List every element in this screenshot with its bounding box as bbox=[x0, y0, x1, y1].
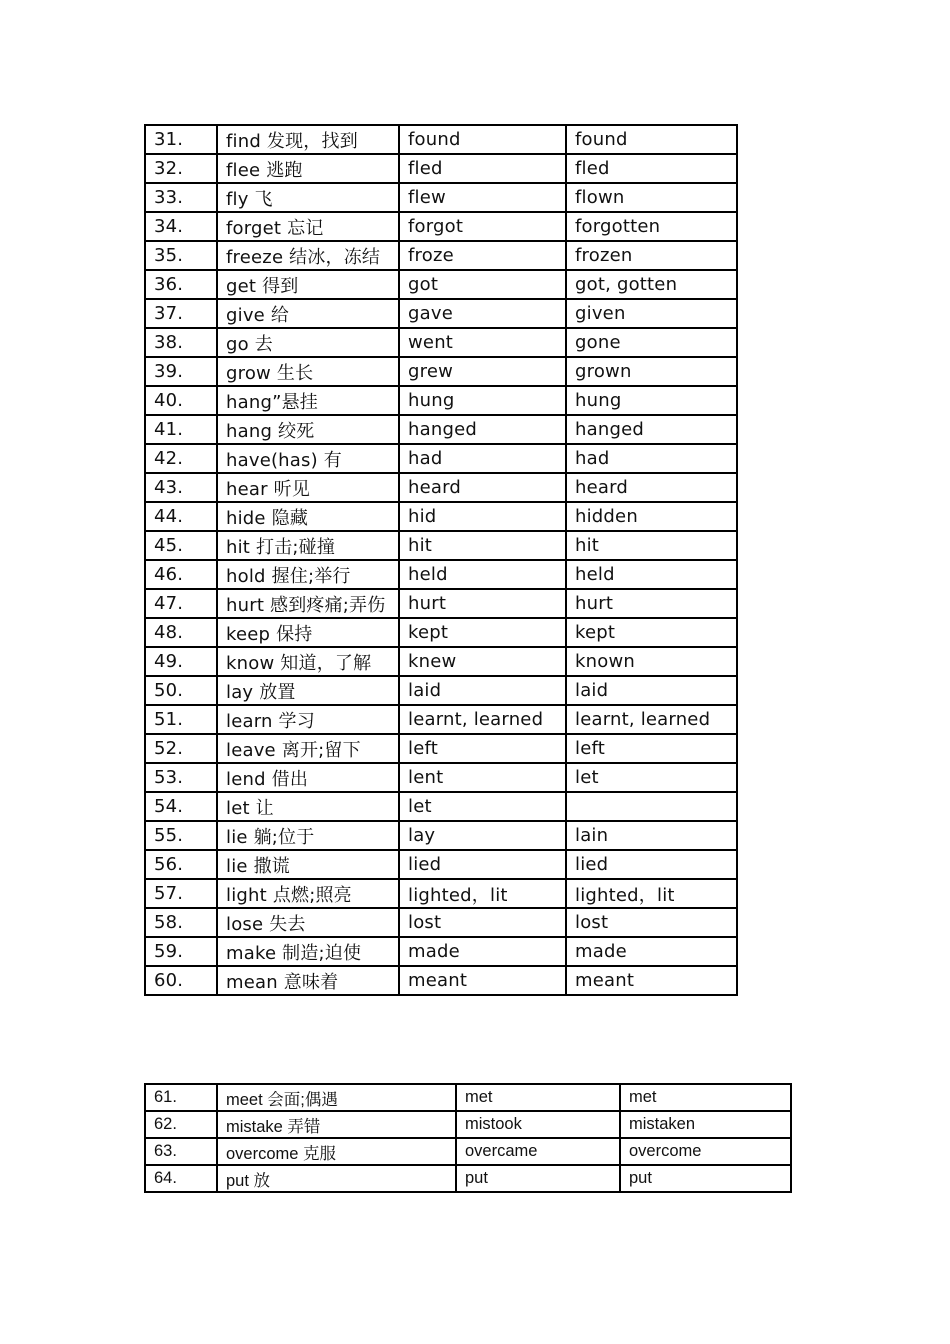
past-tense-cell: kept bbox=[399, 618, 566, 647]
index-cell: 62. bbox=[145, 1111, 217, 1138]
past-tense-cell: got bbox=[399, 270, 566, 299]
index-cell: 35. bbox=[145, 241, 217, 270]
past-tense-cell: froze bbox=[399, 241, 566, 270]
past-participle-cell: overcome bbox=[620, 1138, 791, 1165]
past-participle-cell: put bbox=[620, 1165, 791, 1192]
index-cell: 36. bbox=[145, 270, 217, 299]
table-row bbox=[145, 676, 737, 705]
past-tense-cell: learnt, learned bbox=[399, 705, 566, 734]
index-cell: 43. bbox=[145, 473, 217, 502]
table-row bbox=[145, 299, 737, 328]
table-row bbox=[145, 386, 737, 415]
table-row bbox=[145, 879, 737, 908]
past-tense-cell: knew bbox=[399, 647, 566, 676]
index-cell: 39. bbox=[145, 357, 217, 386]
verb-meaning-cell: learn 学习 bbox=[217, 705, 399, 734]
index-cell: 53. bbox=[145, 763, 217, 792]
table-row bbox=[145, 328, 737, 357]
past-participle-cell: lost bbox=[566, 908, 737, 937]
past-participle-cell: forgotten bbox=[566, 212, 737, 241]
verb-meaning-cell: go 去 bbox=[217, 328, 399, 357]
verb-meaning-cell: overcome 克服 bbox=[217, 1138, 456, 1165]
past-participle-cell: lighted，lit bbox=[566, 879, 737, 908]
index-cell: 61. bbox=[145, 1084, 217, 1111]
table-row bbox=[145, 966, 737, 995]
past-participle-cell: let bbox=[566, 763, 737, 792]
table-row bbox=[145, 647, 737, 676]
verb-meaning-cell: hear 听见 bbox=[217, 473, 399, 502]
past-participle-cell: left bbox=[566, 734, 737, 763]
index-cell: 59. bbox=[145, 937, 217, 966]
verb-meaning-cell: put 放 bbox=[217, 1165, 456, 1192]
past-tense-cell: hung bbox=[399, 386, 566, 415]
verb-meaning-cell: have(has) 有 bbox=[217, 444, 399, 473]
past-tense-cell: lent bbox=[399, 763, 566, 792]
table-row bbox=[145, 734, 737, 763]
verb-meaning-cell: grow 生长 bbox=[217, 357, 399, 386]
index-cell: 63. bbox=[145, 1138, 217, 1165]
index-cell: 33. bbox=[145, 183, 217, 212]
past-participle-cell: hung bbox=[566, 386, 737, 415]
verb-meaning-cell: hang”悬挂 bbox=[217, 386, 399, 415]
verb-meaning-cell: hang 绞死 bbox=[217, 415, 399, 444]
past-participle-cell: met bbox=[620, 1084, 791, 1111]
table-row bbox=[145, 183, 737, 212]
past-participle-cell: laid bbox=[566, 676, 737, 705]
past-participle-cell: flown bbox=[566, 183, 737, 212]
past-tense-cell: hanged bbox=[399, 415, 566, 444]
verb-meaning-cell: lose 失去 bbox=[217, 908, 399, 937]
past-participle-cell: lain bbox=[566, 821, 737, 850]
past-participle-cell: got, gotten bbox=[566, 270, 737, 299]
table-row bbox=[145, 531, 737, 560]
verb-meaning-cell: hurt 感到疼痛;弄伤 bbox=[217, 589, 399, 618]
verb-meaning-cell: hide 隐藏 bbox=[217, 502, 399, 531]
verb-meaning-cell: light 点燃;照亮 bbox=[217, 879, 399, 908]
past-participle-cell: mistaken bbox=[620, 1111, 791, 1138]
table-row bbox=[145, 154, 737, 183]
index-cell: 64. bbox=[145, 1165, 217, 1192]
past-tense-cell: lay bbox=[399, 821, 566, 850]
index-cell: 40. bbox=[145, 386, 217, 415]
past-participle-cell: hanged bbox=[566, 415, 737, 444]
verb-meaning-cell: get 得到 bbox=[217, 270, 399, 299]
verb-meaning-cell: lie 撒谎 bbox=[217, 850, 399, 879]
table-row bbox=[145, 589, 737, 618]
table-row bbox=[145, 821, 737, 850]
verb-meaning-cell: lend 借出 bbox=[217, 763, 399, 792]
index-cell: 60. bbox=[145, 966, 217, 995]
past-tense-cell: mistook bbox=[456, 1111, 620, 1138]
index-cell: 45. bbox=[145, 531, 217, 560]
past-tense-cell: flew bbox=[399, 183, 566, 212]
table-row bbox=[145, 125, 737, 154]
table-row bbox=[145, 560, 737, 589]
index-cell: 38. bbox=[145, 328, 217, 357]
index-cell: 41. bbox=[145, 415, 217, 444]
past-tense-cell: lied bbox=[399, 850, 566, 879]
past-tense-cell: heard bbox=[399, 473, 566, 502]
index-cell: 46. bbox=[145, 560, 217, 589]
verb-meaning-cell: find 发现，找到 bbox=[217, 125, 399, 154]
past-tense-cell: hit bbox=[399, 531, 566, 560]
table-row bbox=[145, 1111, 791, 1138]
verb-meaning-cell: hit 打击;碰撞 bbox=[217, 531, 399, 560]
index-cell: 58. bbox=[145, 908, 217, 937]
index-cell: 31. bbox=[145, 125, 217, 154]
past-tense-cell: went bbox=[399, 328, 566, 357]
past-participle-cell: kept bbox=[566, 618, 737, 647]
past-participle-cell: meant bbox=[566, 966, 737, 995]
table-row bbox=[145, 473, 737, 502]
index-cell: 54. bbox=[145, 792, 217, 821]
past-participle-cell: given bbox=[566, 299, 737, 328]
past-participle-cell: gone bbox=[566, 328, 737, 357]
table-row bbox=[145, 705, 737, 734]
past-tense-cell: found bbox=[399, 125, 566, 154]
index-cell: 56. bbox=[145, 850, 217, 879]
past-participle-cell: learnt, learned bbox=[566, 705, 737, 734]
index-cell: 50. bbox=[145, 676, 217, 705]
verb-meaning-cell: fly 飞 bbox=[217, 183, 399, 212]
table-row bbox=[145, 618, 737, 647]
past-participle-cell: held bbox=[566, 560, 737, 589]
past-participle-cell: hidden bbox=[566, 502, 737, 531]
table-row bbox=[145, 212, 737, 241]
past-participle-cell bbox=[566, 792, 737, 821]
past-tense-cell: overcame bbox=[456, 1138, 620, 1165]
past-tense-cell: gave bbox=[399, 299, 566, 328]
verb-meaning-cell: give 给 bbox=[217, 299, 399, 328]
table-row bbox=[145, 792, 737, 821]
verb-meaning-cell: lie 躺;位于 bbox=[217, 821, 399, 850]
past-tense-cell: meant bbox=[399, 966, 566, 995]
past-tense-cell: had bbox=[399, 444, 566, 473]
index-cell: 55. bbox=[145, 821, 217, 850]
verb-meaning-cell: keep 保持 bbox=[217, 618, 399, 647]
past-tense-cell: put bbox=[456, 1165, 620, 1192]
table-row bbox=[145, 357, 737, 386]
index-cell: 37. bbox=[145, 299, 217, 328]
past-participle-cell: fled bbox=[566, 154, 737, 183]
verb-meaning-cell: lay 放置 bbox=[217, 676, 399, 705]
table-row bbox=[145, 415, 737, 444]
table-row bbox=[145, 908, 737, 937]
table-row bbox=[145, 502, 737, 531]
past-participle-cell: heard bbox=[566, 473, 737, 502]
past-tense-cell: laid bbox=[399, 676, 566, 705]
table-row bbox=[145, 241, 737, 270]
index-cell: 42. bbox=[145, 444, 217, 473]
past-tense-cell: met bbox=[456, 1084, 620, 1111]
verb-meaning-cell: let 让 bbox=[217, 792, 399, 821]
table-row bbox=[145, 1138, 791, 1165]
index-cell: 32. bbox=[145, 154, 217, 183]
past-participle-cell: hit bbox=[566, 531, 737, 560]
past-participle-cell: grown bbox=[566, 357, 737, 386]
table-row bbox=[145, 270, 737, 299]
table-row bbox=[145, 1165, 791, 1192]
past-tense-cell: left bbox=[399, 734, 566, 763]
past-participle-cell: lied bbox=[566, 850, 737, 879]
past-tense-cell: lost bbox=[399, 908, 566, 937]
table-row bbox=[145, 444, 737, 473]
index-cell: 49. bbox=[145, 647, 217, 676]
verb-table-1 bbox=[144, 124, 738, 996]
index-cell: 57. bbox=[145, 879, 217, 908]
past-tense-cell: held bbox=[399, 560, 566, 589]
index-cell: 52. bbox=[145, 734, 217, 763]
past-tense-cell: made bbox=[399, 937, 566, 966]
verb-meaning-cell: make 制造;迫使 bbox=[217, 937, 399, 966]
table-row bbox=[145, 937, 737, 966]
past-tense-cell: hurt bbox=[399, 589, 566, 618]
verb-meaning-cell: hold 握住;举行 bbox=[217, 560, 399, 589]
past-tense-cell: lighted，lit bbox=[399, 879, 566, 908]
past-tense-cell: hid bbox=[399, 502, 566, 531]
verb-meaning-cell: mistake 弄错 bbox=[217, 1111, 456, 1138]
verb-meaning-cell: leave 离开;留下 bbox=[217, 734, 399, 763]
verb-meaning-cell: mean 意味着 bbox=[217, 966, 399, 995]
verb-meaning-cell: forget 忘记 bbox=[217, 212, 399, 241]
table-row bbox=[145, 850, 737, 879]
past-tense-cell: forgot bbox=[399, 212, 566, 241]
past-tense-cell: let bbox=[399, 792, 566, 821]
verb-meaning-cell: freeze 结冰，冻结 bbox=[217, 241, 399, 270]
index-cell: 44. bbox=[145, 502, 217, 531]
index-cell: 48. bbox=[145, 618, 217, 647]
past-participle-cell: found bbox=[566, 125, 737, 154]
index-cell: 51. bbox=[145, 705, 217, 734]
table-row bbox=[145, 1084, 791, 1111]
verb-meaning-cell: meet 会面;偶遇 bbox=[217, 1084, 456, 1111]
past-participle-cell: frozen bbox=[566, 241, 737, 270]
verb-meaning-cell: flee 逃跑 bbox=[217, 154, 399, 183]
index-cell: 47. bbox=[145, 589, 217, 618]
verb-table-2 bbox=[144, 1083, 792, 1193]
past-participle-cell: hurt bbox=[566, 589, 737, 618]
past-tense-cell: fled bbox=[399, 154, 566, 183]
table-row bbox=[145, 763, 737, 792]
past-participle-cell: had bbox=[566, 444, 737, 473]
index-cell: 34. bbox=[145, 212, 217, 241]
past-participle-cell: known bbox=[566, 647, 737, 676]
verb-meaning-cell: know 知道，了解 bbox=[217, 647, 399, 676]
past-tense-cell: grew bbox=[399, 357, 566, 386]
past-participle-cell: made bbox=[566, 937, 737, 966]
